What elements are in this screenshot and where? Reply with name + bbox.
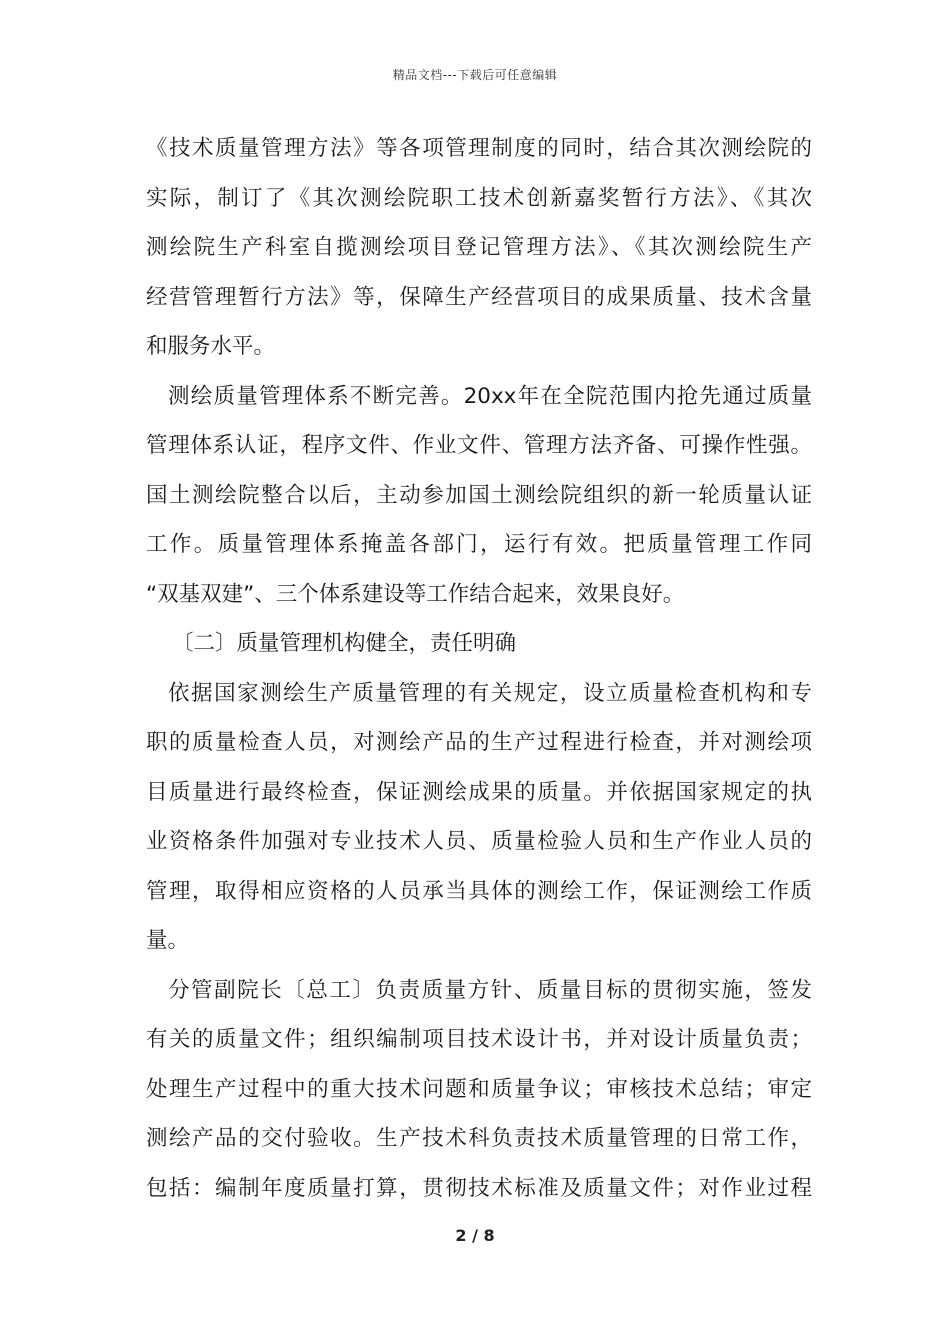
text-line: 经营管理暂行方法》等，保障生产经营项目的成果质量、技术含量: [146, 284, 812, 310]
text-line: 依据国家测绘生产质量管理的有关规定，设立质量检查机构和专: [168, 680, 812, 706]
text-line: 《技术质量管理方法》等各项管理制度的同时，结合其次测绘院的: [146, 136, 812, 161]
text-line: 实际，制订了《其次测绘院职工技术创新嘉奖暂行方法》、《其次: [146, 185, 812, 211]
text-line: 和服务水平。: [146, 334, 276, 359]
text-line: 测绘质量管理体系不断完善。20xx年在全院范围内抢先通过质量: [168, 383, 812, 409]
text-line: 业资格条件加强对专业技术人员、质量检验人员和生产作业人员的: [146, 829, 812, 854]
text-line: 职的质量检查人员，对测绘产品的生产过程进行检查，并对测绘项: [146, 730, 812, 755]
text-line: 处理生产过程中的重大技术问题和质量争议；审核技术总结；审定: [146, 1076, 812, 1102]
page-number: 2 / 8: [455, 1226, 495, 1245]
text-line: 包括：编制年度质量打算，贯彻技术标准及质量文件；对作业过程: [146, 1175, 812, 1201]
text-line: 工作。质量管理体系掩盖各部门，运行有效。把质量管理工作同: [146, 532, 812, 557]
text-line: 测绘产品的交付验收。生产技术科负责技术质量管理的日常工作，: [146, 1126, 812, 1151]
text-line: 有关的质量文件；组织编制项目技术设计书，并对设计质量负责；: [146, 1027, 812, 1052]
page-header: 精品文档---下载后可任意编辑: [392, 68, 558, 82]
text-line: 量。: [146, 928, 190, 953]
text-line: 管理体系认证，程序文件、作业文件、管理方法齐备、可操作性强。: [146, 433, 812, 458]
text-line: 国土测绘院整合以后，主动参加国土测绘院组织的新一轮质量认证: [146, 482, 812, 508]
text-line: 分管副院长〔总工〕负责质量方针、质量目标的贯彻实施，签发: [168, 977, 812, 1003]
text-line: “双基双建”、三个体系建设等工作结合起来，效果良好。: [146, 581, 685, 607]
section-heading: 〔二〕质量管理机构健全，责任明确: [172, 631, 517, 656]
text-line: 目质量进行最终检查，保证测绘成果的质量。并依据国家规定的执: [146, 779, 812, 805]
text-line: 测绘院生产科室自揽测绘项目登记管理方法》、《其次测绘院生产: [146, 235, 812, 260]
text-line: 管理，取得相应资格的人员承当具体的测绘工作，保证测绘工作质: [146, 878, 812, 904]
document-body: [146, 124, 812, 1213]
